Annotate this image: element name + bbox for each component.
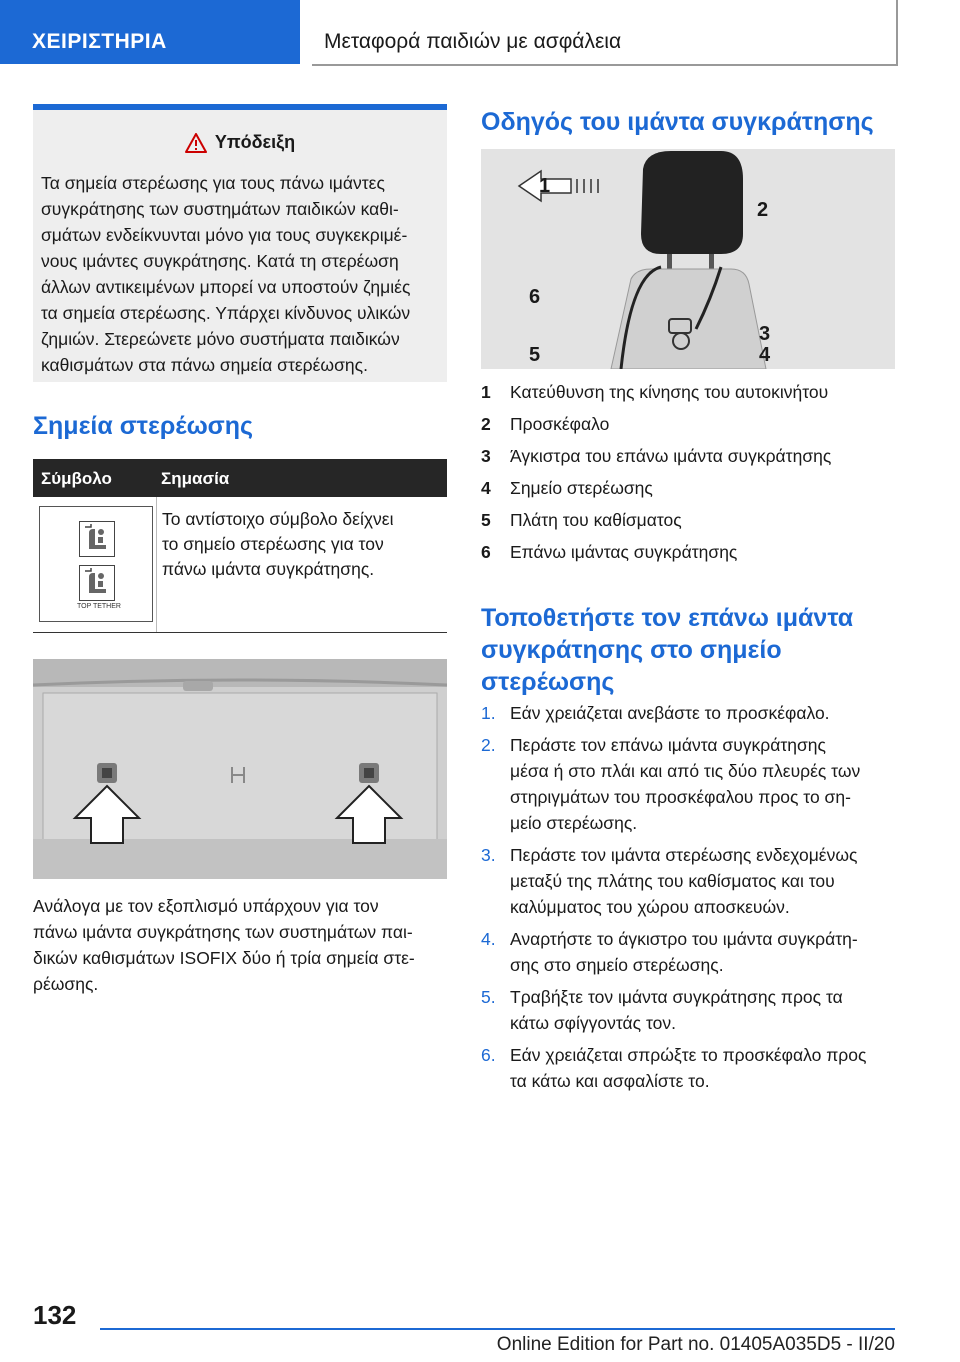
table-bottom-rule: [33, 632, 447, 633]
step-number: 2.: [481, 735, 496, 755]
legend-item: [481, 382, 895, 414]
step-line: μέσα ή στο πλάι και από τις δύο πλευρές των: [510, 761, 861, 781]
step-number: 6.: [481, 1045, 496, 1065]
step-number: 4.: [481, 929, 496, 949]
step-line: καλύμματος του χώρου αποσκευών.: [510, 897, 790, 917]
legend-number: 6: [481, 542, 491, 562]
legend-number: 3: [481, 446, 491, 466]
step-item: [481, 1042, 895, 1094]
table-col-symbol: Σύμβολο: [41, 469, 112, 488]
diagram-legend: [481, 382, 895, 574]
install-section-heading: [481, 602, 895, 698]
step-line: μεταξύ της πλάτης του καθίσματος και του: [510, 871, 835, 891]
legend-text: Επάνω ιμάντας συγκράτησης: [510, 542, 738, 562]
step-line: Περάστε τον επάνω ιμάντα συγκράτησης: [510, 735, 826, 755]
diagram-label-1: 1: [539, 175, 551, 197]
paragraph-line: δικών καθισμάτων ISOFIX δύο ή τρία σημεία στε-: [33, 948, 415, 968]
legend-text: Κατεύθυνση της κίνησης του αυτοκινήτου: [510, 382, 829, 402]
note-line: τα σημεία στερέωσης. Υπάρχει κίνδυνος υλικών: [41, 303, 411, 323]
table-divider: [156, 497, 157, 632]
note-line: νους ιμάντες συγκράτησης. Κατά τη στερέωση: [41, 251, 399, 271]
legend-number: 2: [481, 414, 491, 434]
legend-text: Προσκέφαλο: [510, 414, 610, 434]
meaning-line: Το αντίστοιχο σύμβολο δείχνει: [162, 509, 394, 529]
symbol-meaning: [162, 507, 442, 582]
warning-note: [33, 104, 447, 382]
headrest-strap-diagram: [481, 149, 895, 369]
meaning-line: το σημείο στερέωσης για τον: [162, 534, 384, 554]
step-item: [481, 700, 895, 726]
symbol-table-header: [33, 459, 447, 497]
warning-triangle-icon: [185, 133, 207, 153]
legend-item: [481, 446, 895, 478]
legend-number: 5: [481, 510, 491, 530]
step-line: Τραβήξτε τον ιμάντα συγκράτησης προς τα: [510, 987, 843, 1007]
anchor-points-photo: [33, 659, 447, 879]
note-line: ζημιών. Στερεώνετε μόνο συστήματα παιδικών: [41, 329, 400, 349]
legend-item: [481, 414, 895, 446]
legend-text: Πλάτη του καθίσματος: [510, 510, 682, 530]
footer-rule: [100, 1328, 895, 1330]
page-number: 132: [33, 1300, 77, 1330]
legend-item: [481, 478, 895, 510]
header-section-tab: [0, 0, 300, 64]
note-body: [41, 170, 445, 378]
step-item: [481, 732, 895, 836]
footer-edition: Online Edition for Part no. 01405A035D5 - II/20: [496, 1334, 895, 1355]
legend-text: Άγκιστρα του επάνω ιμάντα συγκράτησης: [510, 446, 832, 466]
step-line: Αναρτήστε το άγκιστρο του ιμάντα συγκράτη-: [510, 929, 858, 949]
legend-number: 1: [481, 382, 491, 402]
step-number: 1.: [481, 703, 496, 723]
legend-item: [481, 510, 895, 542]
note-line: σμάτων ενδείκνυνται μόνο για τους συγκεκριμέ-: [41, 225, 408, 245]
note-line: συγκράτησης των συστημάτων παιδικών καθι-: [41, 199, 399, 219]
anchor-section-heading: Σημεία στερέωσης: [33, 412, 254, 440]
step-line: Εάν χρειάζεται σπρώξτε το προσκέφαλο προς: [510, 1045, 867, 1065]
step-line: Περάστε τον ιμάντα στερέωσης ενδεχομένως: [510, 845, 858, 865]
paragraph-line: πάνω ιμάντα συγκράτησης των συστημάτων παι-: [33, 922, 413, 942]
paragraph-line: Ανάλογα με τον εξοπλισμό υπάρχουν για τον: [33, 896, 379, 916]
diagram-label-2: 2: [757, 199, 769, 221]
note-line: άλλων αντικειμένων μπορεί να υποστούν ζημιές: [41, 277, 411, 297]
diagram-label-5: 5: [529, 344, 541, 366]
step-line: Εάν χρειάζεται ανεβάστε το προσκέφαλο.: [510, 703, 830, 723]
step-line: κάτω σφίγγοντάς τον.: [510, 1013, 676, 1033]
header-chapter-label: Μεταφορά παιδιών με ασφάλεια: [324, 30, 622, 53]
anchor-paragraph: [33, 893, 447, 997]
legend-number: 4: [481, 478, 491, 498]
step-number: 3.: [481, 845, 496, 865]
step-number: 5.: [481, 987, 496, 1007]
step-item: [481, 842, 895, 920]
step-line: μείο στερέωσης.: [510, 813, 638, 833]
step-item: [481, 984, 895, 1036]
legend-text: Σημείο στερέωσης: [510, 478, 653, 498]
diagram-label-6: 6: [529, 286, 541, 308]
header-section-label: ΧΕΙΡΙΣΤΗΡΙΑ: [32, 30, 167, 53]
child-seat-anchor-icon: [79, 521, 115, 557]
heading-line: Τοποθετήστε τον επάνω ιμάντα: [481, 604, 854, 632]
step-line: στηριγμάτων του προσκέφαλου προς το ση-: [510, 787, 851, 807]
anchor-points-illustration: [33, 659, 447, 879]
heading-line: συγκράτησης στο σημείο: [481, 636, 782, 664]
header-chapter-tab: [312, 0, 898, 66]
legend-item: [481, 542, 895, 574]
meaning-line: πάνω ιμάντα συγκράτησης.: [162, 559, 375, 579]
note-title: [33, 132, 447, 153]
paragraph-line: ρέωσης.: [33, 974, 99, 994]
top-tether-caption: TOP TETHER: [77, 603, 121, 610]
top-tether-icon: [79, 565, 115, 601]
step-item: [481, 926, 895, 978]
diagram-label-3: 3: [759, 323, 771, 345]
step-line: σης στο σημείο στερέωσης.: [510, 955, 724, 975]
step-line: τα κάτω και ασφαλίστε το.: [510, 1071, 710, 1091]
symbol-cell: [39, 506, 153, 622]
table-col-meaning: Σημασία: [161, 469, 230, 488]
diagram-label-4: 4: [759, 344, 771, 366]
note-title-text: Υπόδειξη: [214, 132, 296, 152]
note-line: καθισμάτων στα πάνω σημεία στερέωσης.: [41, 355, 368, 375]
guide-section-heading: Οδηγός του ιμάντα συγκράτησης: [481, 108, 874, 136]
note-line: Τα σημεία στερέωσης για τους πάνω ιμάντες: [41, 173, 385, 193]
install-steps: [481, 700, 895, 1100]
heading-line: στερέωσης: [481, 668, 615, 696]
